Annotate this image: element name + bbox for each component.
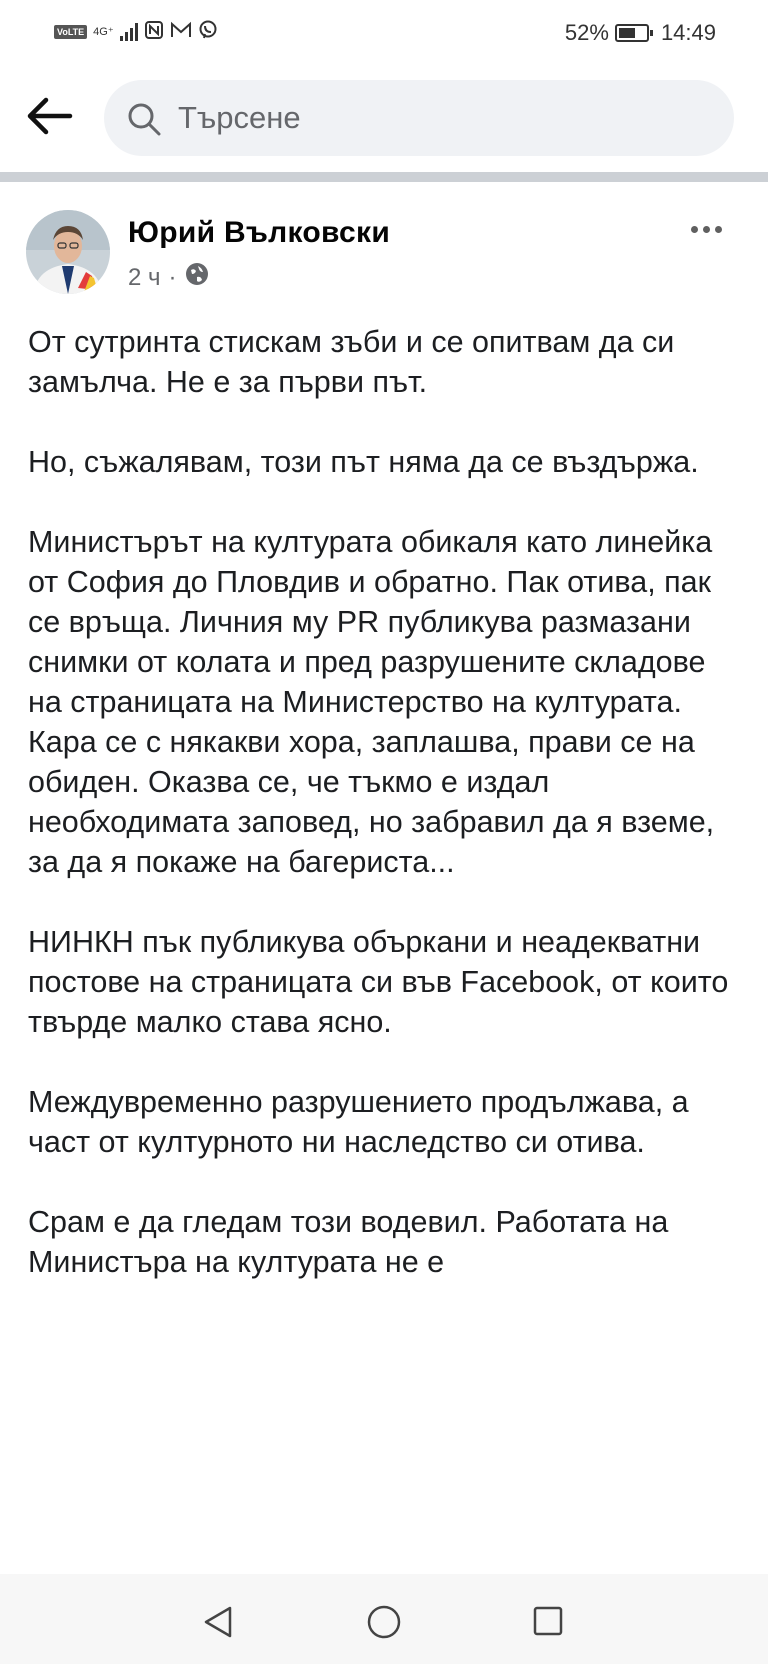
search-input[interactable] xyxy=(178,94,698,142)
post-paragraph: Междувременно разрушението продължава, а част от културното ни наследство си отива. xyxy=(28,1085,689,1159)
viber-icon xyxy=(198,20,218,43)
battery-icon xyxy=(615,24,649,42)
post-paragraph: Но, съжалявам, този път няма да се въздържа. xyxy=(28,445,699,479)
search-bar[interactable] xyxy=(104,80,734,156)
status-left xyxy=(54,20,218,43)
post-text xyxy=(28,322,744,1322)
network-type: 4G⁺ xyxy=(93,26,114,38)
avatar[interactable] xyxy=(26,210,110,294)
post-time[interactable]: 2 ч xyxy=(128,263,161,291)
clock: 14:49 xyxy=(660,20,716,45)
battery-percent: 52% xyxy=(564,20,609,45)
triangle-back-icon xyxy=(200,1604,236,1640)
nav-home-button[interactable] xyxy=(365,1604,403,1647)
post-header xyxy=(0,200,768,300)
square-recents-icon xyxy=(530,1604,566,1640)
nav-back-button[interactable] xyxy=(200,1604,236,1645)
mail-icon xyxy=(170,21,192,42)
meta-separator: · xyxy=(168,263,177,291)
circle-home-icon xyxy=(365,1604,403,1642)
signal-icon xyxy=(120,23,138,41)
post-paragraph: НИНКН пък публикува объркани и неадекватни постове на страницата си във Facebook, от които твърде малко става ясно. xyxy=(28,925,729,1039)
more-dot-icon xyxy=(703,226,710,233)
more-dot-icon xyxy=(715,226,722,233)
search-header xyxy=(0,66,768,170)
post-paragraph: Срам е да гледам този водевил. Работата на Министъра на културата не е xyxy=(28,1205,669,1279)
search-icon xyxy=(126,101,162,142)
nfc-icon xyxy=(144,20,164,43)
arrow-left-icon xyxy=(24,96,74,136)
post-paragraph: Министърът на културата обикаля като линейка от София до Пловдив и обратно. Пак отива, пак се връща. Личния му PR публикува размазани снимки от колата и пред разрушените складове на страницата на Министерство на културата. Кара се с някакви хора, заплашва, прави се на обиден. Оказва се, че тъкмо е издал необходимата заповед, но забравил да я вземе, за да я покаже на багериста... xyxy=(28,525,715,879)
author-name[interactable]: Юрий Вълковски xyxy=(128,216,391,249)
more-dot-icon xyxy=(691,226,698,233)
volte-badge: VoLTE xyxy=(54,25,87,39)
nav-recents-button[interactable] xyxy=(530,1604,566,1645)
section-divider xyxy=(0,172,768,182)
back-button[interactable] xyxy=(24,96,74,136)
status-right xyxy=(565,20,716,46)
post-paragraph: От сутринта стискам зъби и се опитвам да си замълча. Не е за първи път. xyxy=(28,325,675,399)
globe-icon xyxy=(185,262,209,293)
post-meta xyxy=(128,262,209,293)
more-options-button[interactable] xyxy=(685,220,728,239)
system-nav-bar xyxy=(0,1574,768,1664)
status-bar xyxy=(0,0,768,66)
